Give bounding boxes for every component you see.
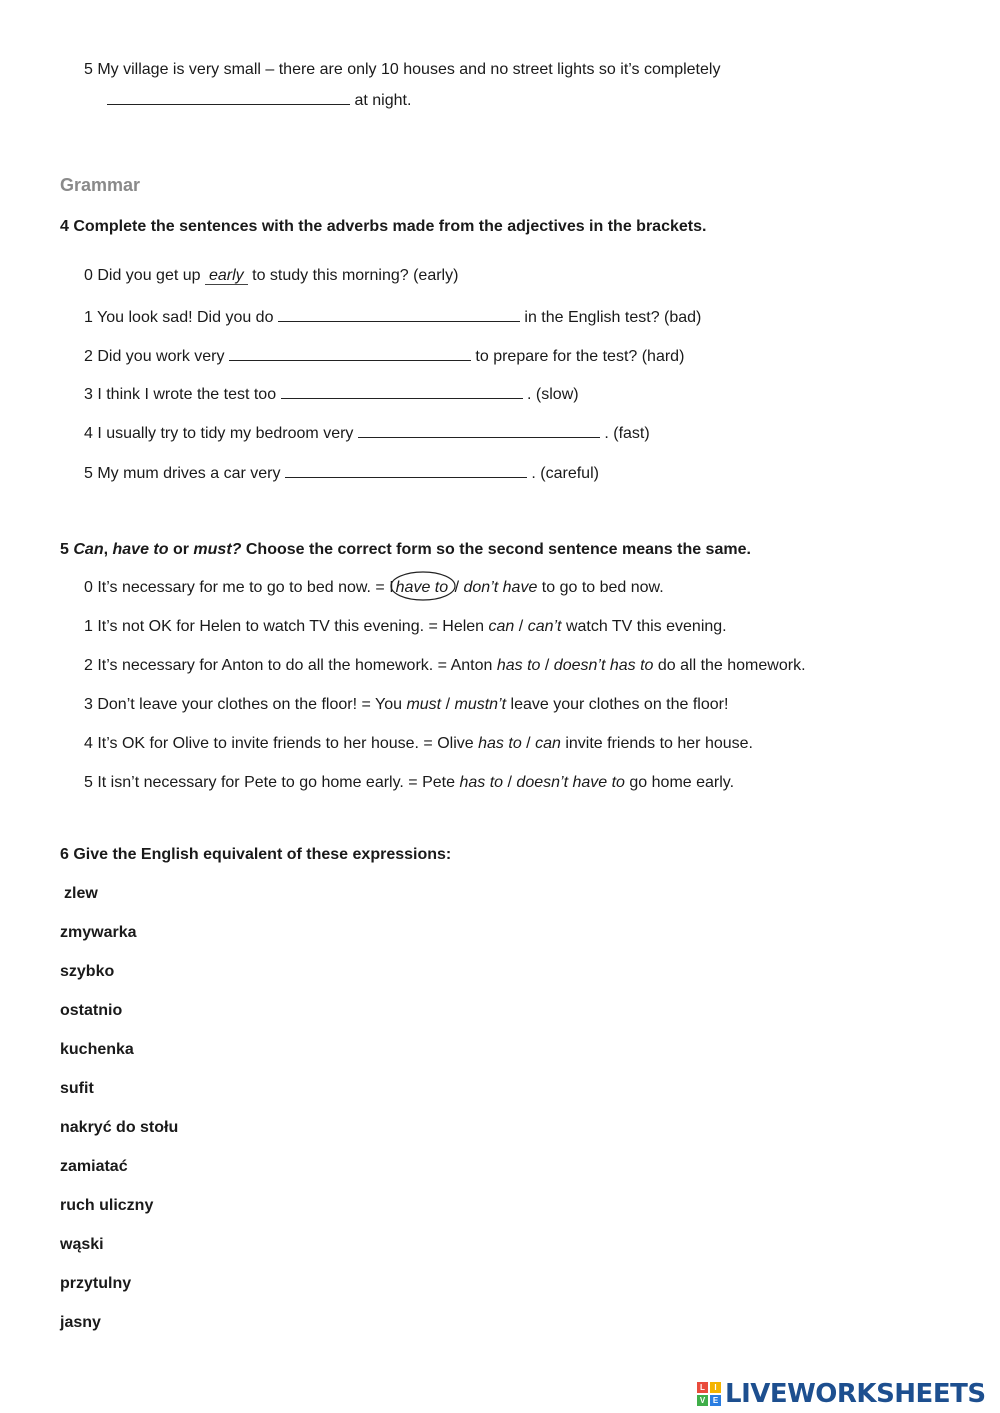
item-text-before: 2 Did you work very [84,348,225,365]
option-separator: / [544,657,550,674]
example-answer: early [205,267,248,285]
item-text-after: invite friends to her house. [565,735,753,752]
instruction-comma: , [103,541,109,558]
exercise-4-item-1 [84,306,701,328]
logo-square-blue: E [710,1395,721,1406]
instruction-must: must? [193,541,242,558]
logo-square-red: L [697,1382,708,1393]
word-item: przytulny [60,1275,132,1292]
example-text-before: 0 It’s necessary for me to go to bed now. = I [84,579,394,596]
option-2[interactable]: can [535,735,561,752]
word-item: zlew [64,885,98,902]
exercise-5-item-1 [84,617,727,637]
instruction-rest: Choose the correct form so the second sentence means the same. [245,541,751,558]
option-2[interactable]: can’t [527,618,562,635]
question-5-vocab-line2 [107,89,411,111]
exercise-5-item-3 [84,695,728,715]
answer-circle-mark [386,572,464,604]
item-text-before: 5 It isn’t necessary for Pete to go home early. = Pete [84,774,456,791]
answer-blank[interactable] [229,345,471,361]
instruction-or: or [172,541,189,558]
option-separator: / [526,735,531,752]
option-1: have to [395,579,449,596]
item-text-before: 1 It’s not OK for Helen to watch TV this evening. = Helen [84,618,485,635]
option-separator: / [507,774,512,791]
item-text-after: . (slow) [527,386,579,403]
word-item: jasny [60,1314,101,1331]
answer-blank[interactable] [281,383,523,399]
example-text-after: to go to bed now. [541,579,664,596]
question-5-vocab-end: at night. [354,92,412,109]
exercise-5-item-2 [84,656,806,676]
item-text-after: do all the homework. [657,657,806,674]
item-text-after: . (fast) [604,425,650,442]
option-2[interactable]: doesn’t have to [516,774,625,791]
option-2[interactable]: mustn’t [454,696,507,713]
item-text-before: 4 I usually try to tidy my bedroom very [84,425,354,442]
logo-text: LIVEWORKSHEETS [725,1379,986,1409]
item-text-before: 5 My mum drives a car very [84,465,281,482]
word-item: zmywarka [60,924,137,941]
option-separator: / [518,618,524,635]
exercise-4-item-2 [84,345,684,367]
logo-square-green: V [697,1395,708,1406]
section-heading-grammar: Grammar [60,175,141,195]
item-text-after: watch TV this evening. [565,618,727,635]
answer-blank[interactable] [358,422,600,438]
item-text-after: to prepare for the test? (hard) [475,348,685,365]
exercise-4-example [84,266,458,286]
answer-blank[interactable] [278,306,520,322]
option-separator: / [445,696,451,713]
example-circled-answer [394,578,450,598]
word-item: szybko [60,963,115,980]
item-text-before: 4 It’s OK for Olive to invite friends to her house. = Olive [84,735,474,752]
logo-square-yellow: I [710,1382,721,1393]
option-1[interactable]: can [488,618,515,635]
logo-icon [697,1382,721,1406]
option-separator: / [454,579,460,596]
instruction-can: Can [73,541,104,558]
exercise-4-instruction: 4 Complete the sentences with the adverbs made from the adjectives in the brackets. [60,218,707,235]
item-text-before: 3 I think I wrote the test too [84,386,277,403]
liveworksheets-logo[interactable] [697,1379,986,1409]
option-1[interactable]: has to [478,735,522,752]
item-text-before: 3 Don’t leave your clothes on the floor! = You [84,696,402,713]
word-item: ostatnio [60,1002,123,1019]
item-text-after: go home early. [629,774,735,791]
exercise-6-instruction: 6 Give the English equivalent of these expressions: [60,846,452,863]
question-5-vocab-line1: 5 My village is very small – there are only 10 houses and no street lights so it’s completely [84,61,721,78]
option-2[interactable]: doesn’t has to [553,657,654,674]
option-1[interactable]: has to [459,774,504,791]
item-text-after: . (careful) [531,465,599,482]
exercise-4-item-4 [84,422,650,444]
option-1[interactable]: must [406,696,442,713]
item-text-after: in the English test? (bad) [524,309,702,326]
word-item: nakryć do stołu [60,1119,179,1136]
word-item: sufit [60,1080,94,1097]
instruction-have-to: have to [112,541,169,558]
answer-blank[interactable] [107,89,350,105]
exercise-5-item-4 [84,734,753,754]
instruction-number: 5 [60,541,69,558]
word-item: kuchenka [60,1041,134,1058]
example-text-before: 0 Did you get up [84,267,201,284]
word-item: ruch uliczny [60,1197,154,1214]
word-item: zamiatać [60,1158,128,1175]
item-text-after: leave your clothes on the floor! [510,696,729,713]
exercise-5-item-5 [84,773,734,793]
item-text-before: 2 It’s necessary for Anton to do all the homework. = Anton [84,657,493,674]
exercise-4-item-3 [84,383,579,405]
example-text-after: to study this morning? (early) [252,267,459,284]
item-text-before: 1 You look sad! Did you do [84,309,274,326]
exercise-5-instruction [60,540,751,560]
answer-blank[interactable] [285,462,527,478]
exercise-4-item-5 [84,462,599,484]
option-2: don’t have [463,579,538,596]
exercise-5-example [84,578,664,598]
word-item: wąski [60,1236,104,1253]
option-1[interactable]: has to [496,657,541,674]
